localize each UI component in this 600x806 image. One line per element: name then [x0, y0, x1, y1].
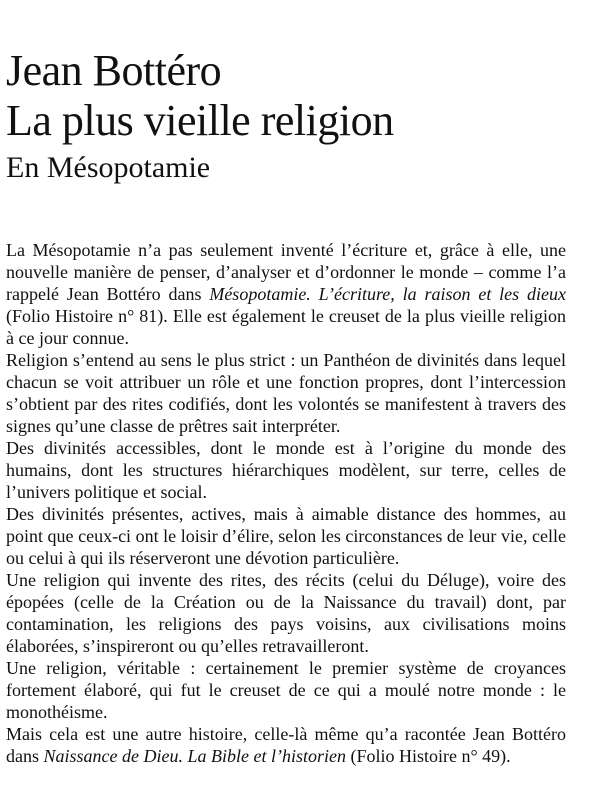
- paragraph-closing-text-1: Mais cela est une autre histoire, celle-là même qu’a racontée Jean Bottéro dans: [6, 724, 566, 766]
- paragraph-present-deities: Des divinités présentes, actives, mais à aimable distance des hommes, au point que ceux-ci ont le loisir d’élire, selon les circonstances de leur vie, celle ou celui à qui ils réserveront une dévotion particulière.: [6, 504, 566, 568]
- book-subtitle: En Mésopotamie: [6, 151, 211, 184]
- cited-book-title-2: Naissance de Dieu. La Bible et l’historien: [43, 746, 346, 766]
- paragraph-intro-text-2: (Folio Histoire n° 81). Elle est également le creuset de la plus vieille religion à ce jour connue.: [6, 306, 566, 348]
- paragraph-closing-text-2: (Folio Histoire n° 49).: [345, 746, 511, 766]
- cited-book-title-1: Mésopotamie. L’écriture, la raison et les dieux: [209, 284, 567, 304]
- paragraph-monotheism: Une religion, véritable : certainement le premier système de croyances fortement élaboré, qui fut le creuset de ce qui a moulé notre monde : le monothéisme.: [6, 658, 566, 722]
- paragraph-intro-text-1: La Mésopotamie n’a pas seulement inventé l’écriture et, grâce à elle, une nouvelle manière de penser, d’analyser et d’ordonner le monde – comme l’a rappelé Jean Bottéro dans: [6, 240, 566, 304]
- book-title: La plus vieille religion: [6, 96, 394, 145]
- paragraph-rites-narratives: Une religion qui invente des rites, des récits (celui du Déluge), voire des épopées (celle de la Création ou de la Naissance du travail) dont, par contamination, les religions des pays voisins, aux civilisations moins élaborées, s’inspireront ou qu’elles retravailleront.: [6, 570, 566, 656]
- blurb-text: [6, 239, 566, 767]
- author-name: Jean Bottéro: [6, 46, 222, 95]
- paragraph-definition: Religion s’entend au sens le plus strict : un Panthéon de divinités dans lequel chacun se voit attribuer un rôle et une fonction propres, dont l’intercession s’obtient par des rites codifiés, dont les volontés se manifestent à travers des signes qu’une classe de prêtres sait interpréter.: [6, 350, 566, 436]
- paragraph-closing: [6, 723, 566, 767]
- paragraph-intro: [6, 239, 566, 349]
- paragraph-accessible-deities: Des divinités accessibles, dont le monde est à l’origine du monde des humains, dont les structures hiérarchiques modèlent, sur terre, celles de l’univers politique et social.: [6, 438, 566, 502]
- book-header: [6, 46, 394, 186]
